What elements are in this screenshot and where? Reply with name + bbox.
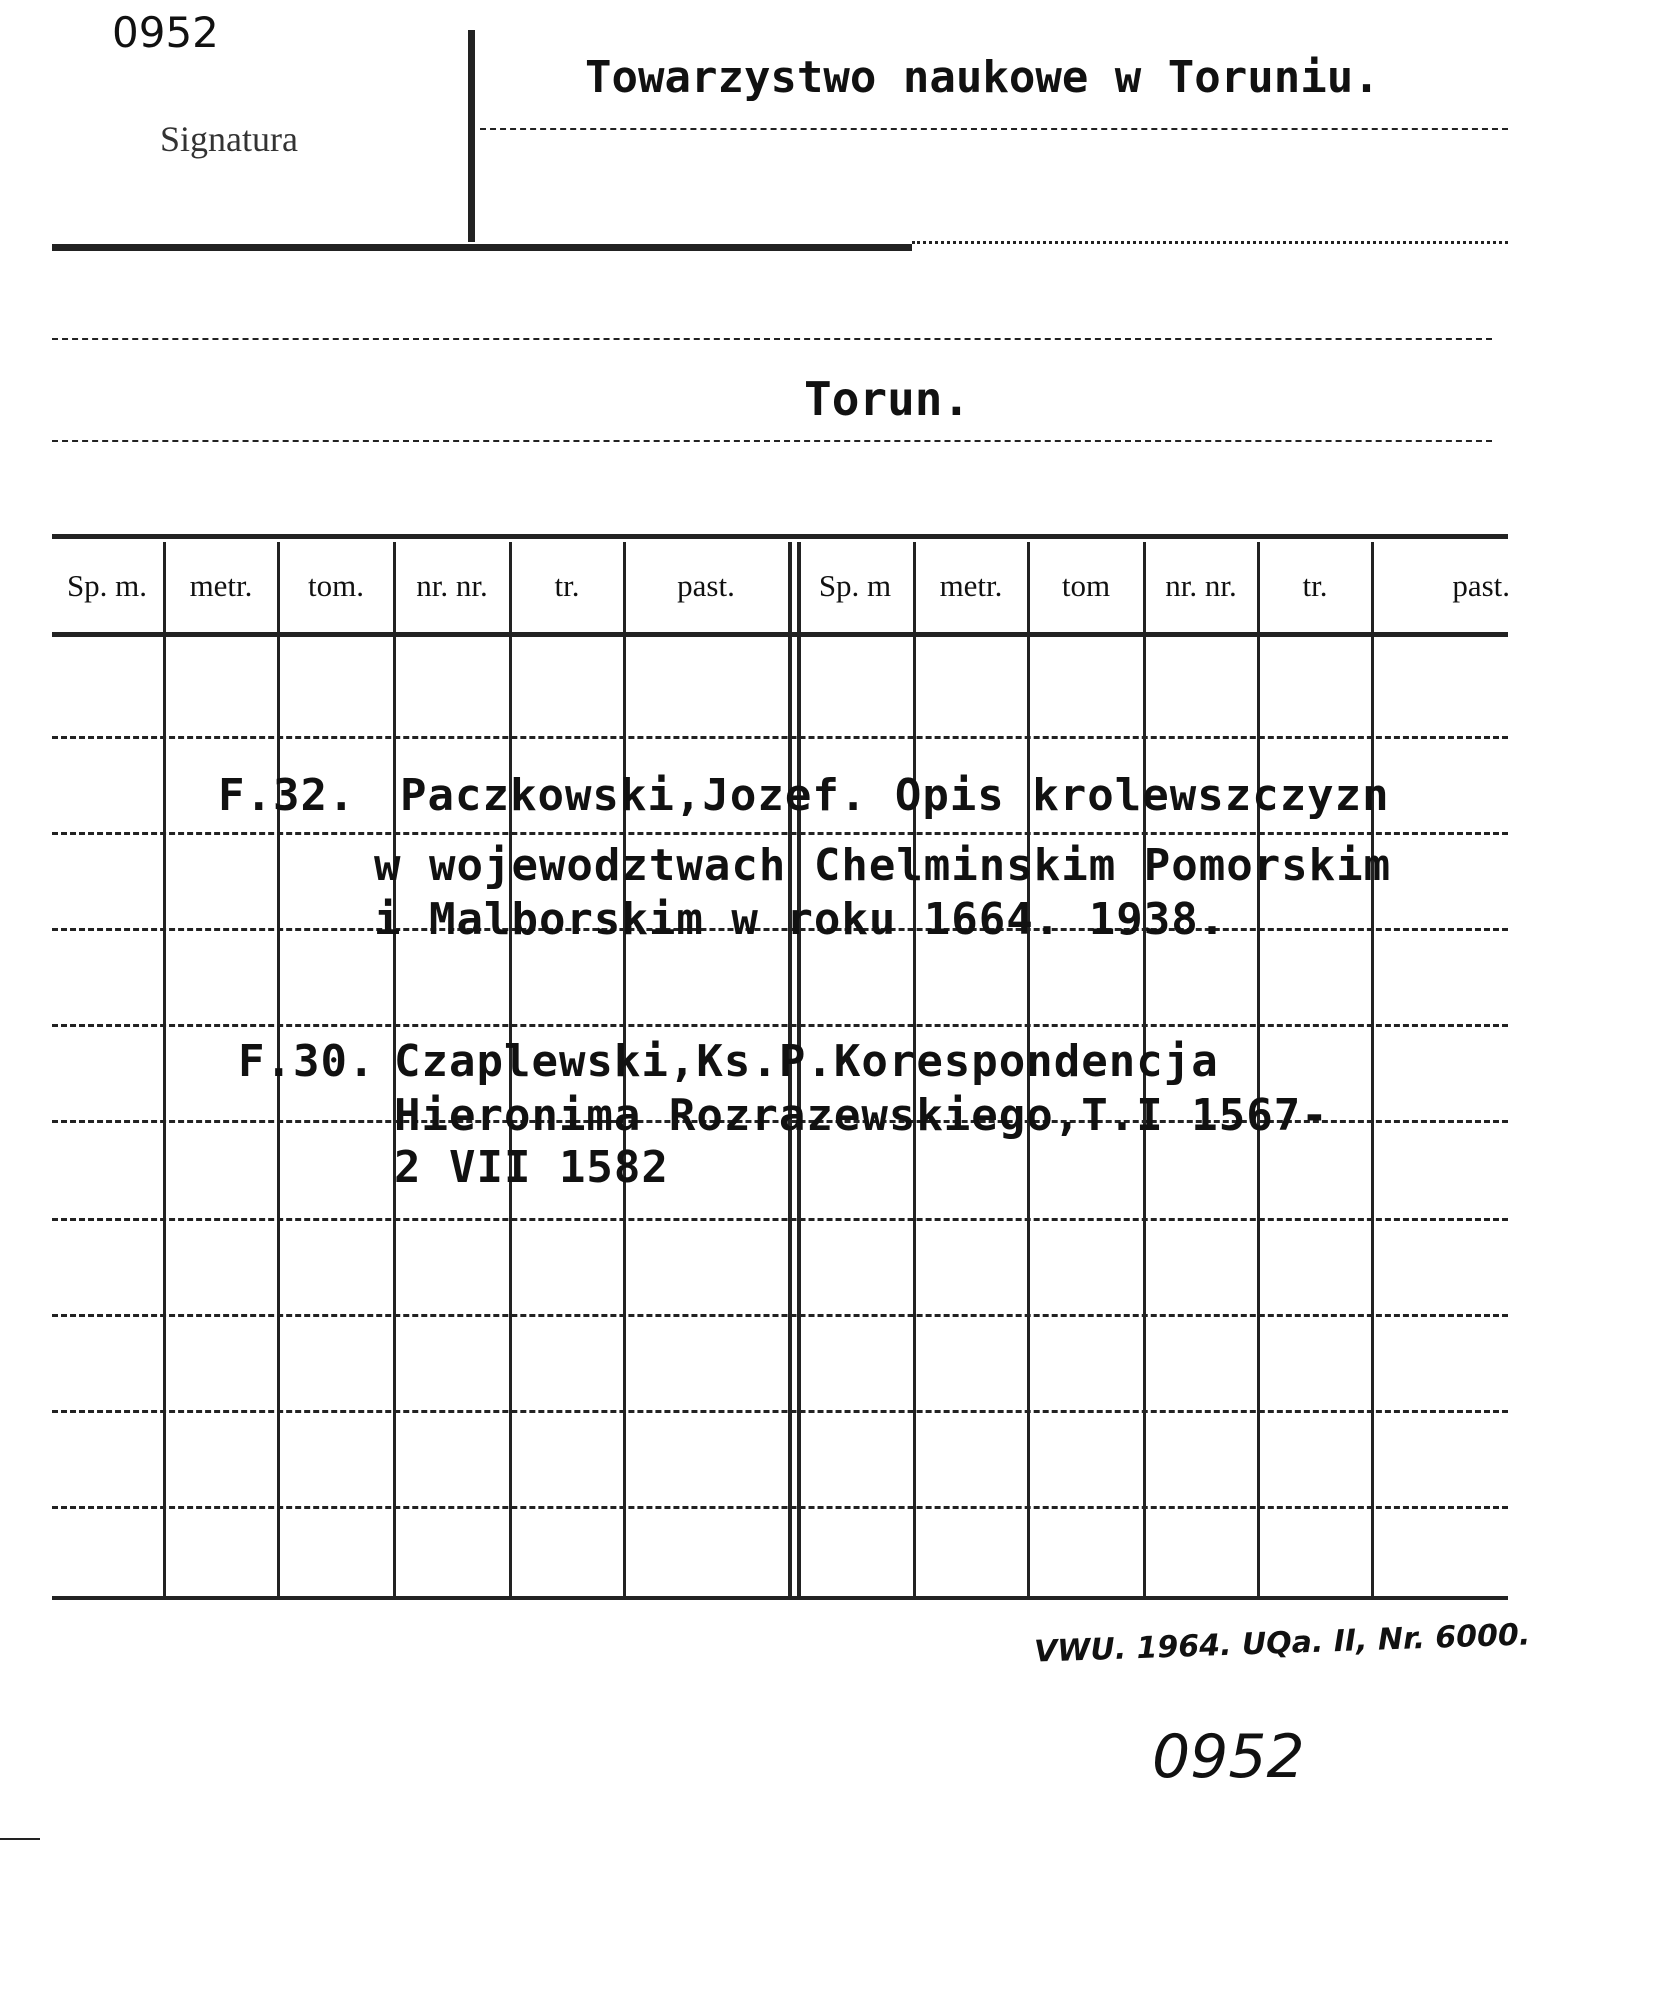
entry-2-line-1: Czaplewski,Ks.P.Korespondencja: [394, 1036, 1219, 1087]
entry-1-line-1: Paczkowski,Jozef. Opis krolewszczyzn: [400, 770, 1390, 821]
place-line-top: [52, 338, 1492, 340]
entry-1-shelfmark: F.32.: [218, 770, 356, 821]
table-top-rule: [52, 534, 1508, 539]
society-name: Towarzystwo naukowe w Toruniu.: [585, 52, 1380, 103]
place-line-bottom: [52, 440, 1492, 442]
entry-2-line-3: 2 VII 1582: [394, 1142, 669, 1193]
row-line: [52, 1410, 1508, 1413]
card-number-top: 0952: [112, 8, 219, 57]
entry-2-shelfmark: F.30.: [238, 1036, 376, 1087]
col-header-right-2: metr.: [939, 568, 1003, 603]
col-header-right-3: tom: [1061, 568, 1111, 603]
entry-1-line-3: i Malborskim w roku 1664. 1938.: [374, 894, 1227, 945]
header-divider: [468, 30, 475, 242]
row-line: [52, 736, 1508, 739]
header-rule-thick-faded: [912, 241, 1508, 244]
col-line-9: [1257, 542, 1260, 1596]
header-rule-thick: [52, 244, 912, 251]
col-header-right-5: tr.: [1302, 568, 1328, 603]
col-header-left-5: tr.: [554, 568, 580, 603]
table-bottom-rule: [52, 1596, 1508, 1600]
col-header-left-1: Sp. m.: [66, 568, 148, 603]
col-header-left-2: metr.: [189, 568, 253, 603]
row-line: [52, 1024, 1508, 1027]
col-header-right-1: Sp. m: [818, 568, 892, 603]
footer-note: VWU. 1964. UQa. II, Nr. 6000.: [1033, 1617, 1531, 1670]
edge-mark: [0, 1838, 40, 1840]
card-number-bottom: 0952: [1152, 1722, 1305, 1792]
col-line-10: [1371, 542, 1374, 1596]
col-header-left-3: tom.: [308, 568, 364, 603]
entry-2-line-2: Hieronima Rozrazewskiego,T.I 1567-: [394, 1090, 1329, 1141]
table-header-rule: [52, 632, 1508, 637]
entry-1-line-2: w wojewodztwach Chelminskim Pomorskim: [374, 840, 1392, 891]
row-line: [52, 1506, 1508, 1509]
col-line-1: [163, 542, 166, 1596]
place-name: Torun.: [804, 372, 971, 426]
row-line: [52, 1314, 1508, 1317]
header-line-1: [480, 128, 1508, 130]
col-header-right-6: past.: [1452, 568, 1510, 603]
row-line: [52, 1218, 1508, 1221]
row-line: [52, 832, 1508, 835]
signatura-label: Signatura: [160, 119, 298, 159]
col-header-left-4: nr. nr.: [416, 568, 488, 603]
col-header-left-6: past.: [677, 568, 735, 603]
col-header-right-4: nr. nr.: [1165, 568, 1237, 603]
